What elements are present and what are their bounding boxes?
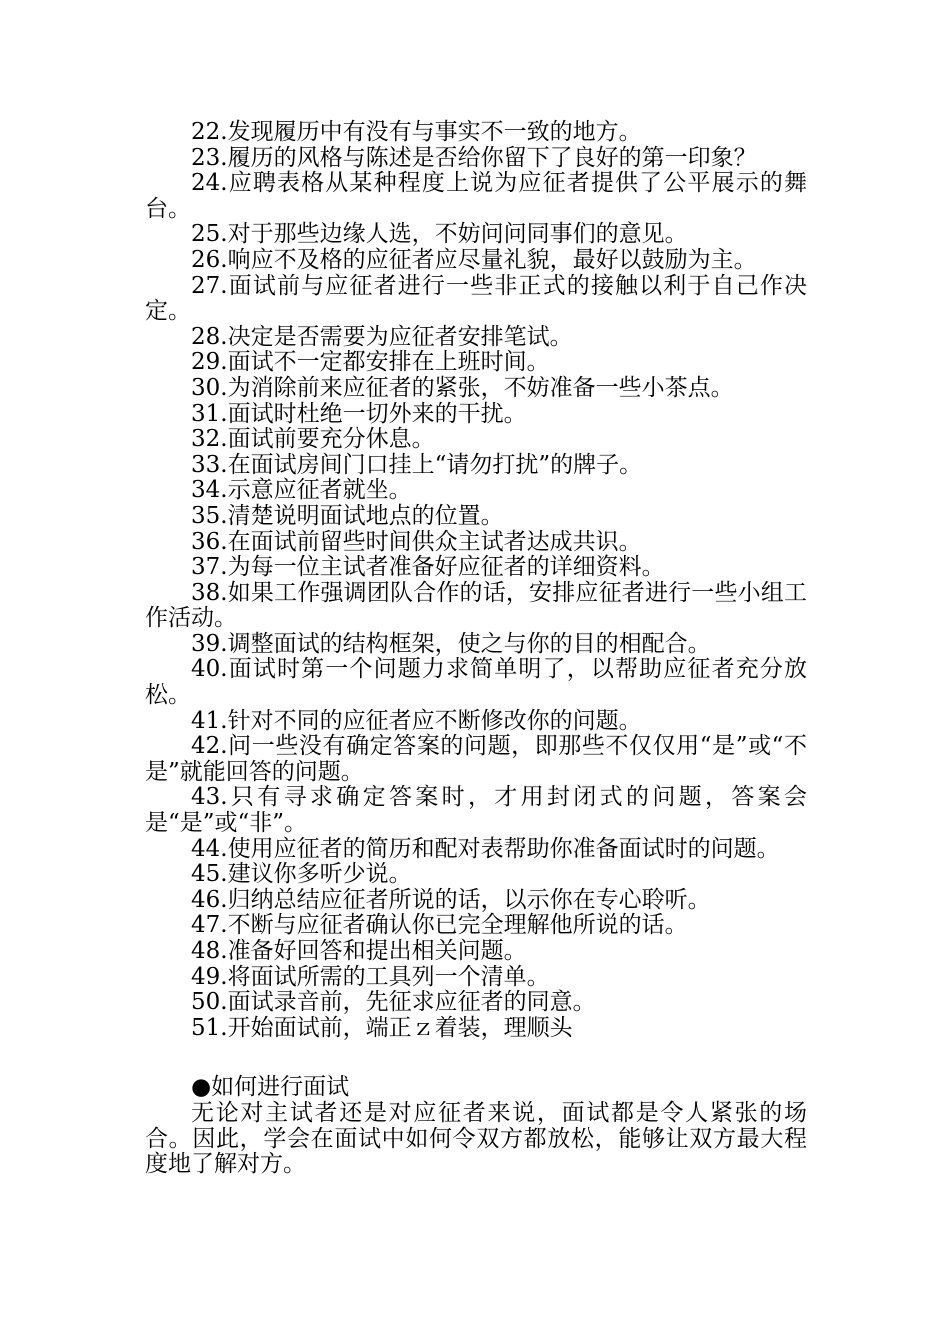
- list-item: 35.清楚说明面试地点的位置。: [191, 502, 504, 529]
- list-item: 29.面试不一定都安排在上班时间。: [191, 349, 550, 376]
- list-item: 32.面试前要充分休息。: [191, 426, 435, 453]
- list-item: 39.调整面试的结构框架，使之与你的目的相配合。: [191, 630, 711, 657]
- section-gap: [145, 1041, 807, 1075]
- list-item: 42.问一些没有确定答案的问题，即那些不仅仅用“是”或“不是”就能回答的问题。: [145, 733, 807, 785]
- list-item: 34.示意应征者就坐。: [191, 477, 412, 504]
- list-item: 31.面试时杜绝一切外来的干扰。: [191, 400, 527, 427]
- list-item: 28.决定是否需要为应征者安排笔试。: [191, 323, 573, 350]
- document-page: [145, 120, 807, 1178]
- list-item: 51.开始面试前，端正ｚ着装，理顺头: [191, 1014, 573, 1041]
- list-item: 40.面试时第一个问题力求简单明了，以帮助应征者充分放松。: [145, 656, 807, 709]
- list-item: 41.针对不同的应征者应不断修改你的问题。: [191, 707, 642, 734]
- list-item: 47.不断与应征者确认你已完全理解他所说的话。: [191, 912, 688, 939]
- tips-list: [145, 120, 807, 1041]
- list-item: 30.为消除前来应征者的紧张，不妨准备一些小茶点。: [191, 374, 734, 401]
- list-item: 38.如果工作强调团队合作的话，安排应征者进行一些小组工作活动。: [145, 579, 807, 632]
- list-item: 26.响应不及格的应征者应尽量礼貌，最好以鼓励为主。: [191, 246, 757, 273]
- list-item: 49.将面试所需的工具列一个清单。: [191, 963, 550, 990]
- list-item: 44.使用应征者的简历和配对表帮助你准备面试时的问题。: [191, 835, 780, 862]
- list-item: 45.建议你多听少说。: [191, 861, 412, 888]
- list-item: 48.准备好回答和提出相关问题。: [191, 938, 527, 964]
- list-item: 24.应聘表格从某种程度上说为应征者提供了公平展示的舞台。: [145, 170, 807, 222]
- list-item: 36.在面试前留些时间供众主试者达成共识。: [191, 528, 642, 555]
- list-item: 46.归纳总结应征者所说的话，以示你在专心聆听。: [191, 886, 711, 913]
- list-item: 22.发现履历中有没有与事实不一致的地方。: [191, 119, 642, 145]
- section-paragraph: 无论对主试者还是对应征者来说，面试都是令人紧张的场合。因此，学会在面试中如何令双方都放松，能够让双方最大程度地了解对方。: [145, 1099, 807, 1178]
- list-item: 37.为每一位主试者准备好应征者的详细资料。: [191, 554, 665, 581]
- list-item: 27.面试前与应征者进行一些非正式的接触以利于自己作决定。: [145, 272, 807, 325]
- list-item: 50.面试录音前，先征求应征者的同意。: [191, 989, 596, 1016]
- list-item: 25.对于那些边缘人选，不妨问问同事们的意见。: [191, 221, 688, 248]
- list-item: 23.履历的风格与陈述是否给你留下了良好的第一印象？: [191, 144, 757, 171]
- list-item: 33.在面试房间门口挂上“请勿打扰”的牌子。: [191, 451, 643, 478]
- section-heading: ●如何进行面试: [191, 1074, 350, 1101]
- list-item: 43.只有寻求确定答案时，才用封闭式的问题，答案会是“是”或“非”。: [145, 784, 807, 837]
